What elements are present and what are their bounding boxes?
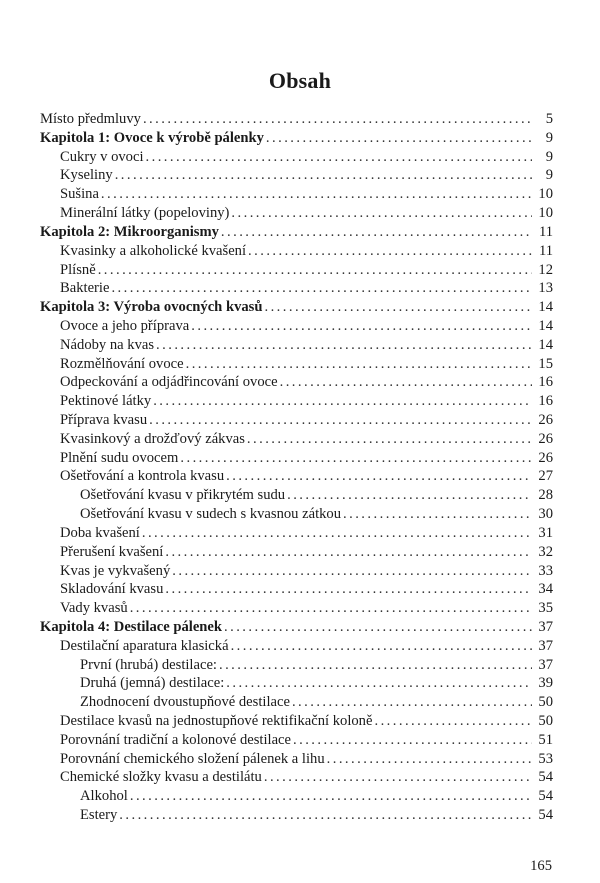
toc-entry-page: 27 bbox=[538, 468, 553, 485]
dot-leader bbox=[149, 411, 532, 430]
toc-entry-page: 53 bbox=[538, 750, 553, 767]
toc-entry-page: 10 bbox=[538, 186, 553, 203]
toc-entry-page: 5 bbox=[545, 111, 553, 127]
toc-entry-title: První (hrubá) destilace: bbox=[80, 656, 217, 673]
toc-entry-page: 12 bbox=[538, 261, 553, 278]
toc-entry-page: 30 bbox=[538, 506, 553, 523]
toc-entry bbox=[40, 750, 553, 769]
toc-entry-page: 9 bbox=[545, 129, 553, 146]
dot-leader bbox=[165, 543, 532, 562]
toc-entry-page: 54 bbox=[538, 788, 553, 805]
toc-entry bbox=[40, 355, 553, 374]
toc-entry-page: 16 bbox=[538, 393, 553, 410]
toc-entry-title: Zhodnocení dvoustupňové destilace bbox=[80, 694, 290, 711]
dot-leader bbox=[226, 674, 532, 693]
toc-entry bbox=[40, 543, 553, 562]
toc-entry bbox=[40, 261, 553, 280]
toc-chapter-entry bbox=[40, 298, 553, 317]
toc-entry bbox=[40, 505, 553, 524]
toc-entry bbox=[40, 185, 553, 204]
toc-entry-title: Pektinové látky bbox=[60, 393, 152, 410]
toc-entry bbox=[40, 430, 553, 449]
dot-leader bbox=[98, 261, 532, 280]
toc-entry-title: Alkohol bbox=[80, 788, 128, 805]
toc-entry-title: Chemické složky kvasu a destilátu bbox=[60, 769, 262, 786]
toc-entry bbox=[40, 674, 553, 693]
toc-entry-page: 14 bbox=[538, 299, 553, 316]
toc-entry-page: 26 bbox=[538, 430, 553, 447]
dot-leader bbox=[264, 768, 532, 787]
dot-leader bbox=[115, 166, 532, 185]
toc-entry-page: 50 bbox=[538, 713, 553, 729]
toc-entry-title: Kvasinkový a drožďový zákvas bbox=[60, 430, 245, 447]
dot-leader bbox=[156, 336, 532, 355]
toc-entry-title: Vady kvasů bbox=[60, 600, 128, 617]
toc-chapter-entry bbox=[40, 223, 553, 242]
toc-entry bbox=[40, 806, 553, 825]
toc-entry-page: 39 bbox=[538, 675, 553, 692]
dot-leader bbox=[327, 750, 532, 769]
page-title: Obsah bbox=[268, 68, 332, 93]
toc-entry-title: Minerální látky (popeloviny) bbox=[60, 205, 230, 222]
toc-entry-title: Kvas je vykvašený bbox=[60, 562, 171, 579]
toc-entry bbox=[40, 166, 553, 185]
toc-entry-title: Estery bbox=[80, 807, 118, 824]
toc-entry-page: 54 bbox=[538, 807, 553, 824]
toc-entry-page: 13 bbox=[538, 280, 553, 297]
toc-entry-title: Kapitola 1: Ovoce k výrobě pálenky bbox=[40, 129, 264, 146]
toc-entry bbox=[40, 411, 553, 430]
dot-leader bbox=[343, 505, 532, 524]
toc-entry bbox=[40, 580, 553, 599]
dot-leader bbox=[165, 580, 532, 599]
toc-entry-title: Kapitola 3: Výroba ovocných kvasů bbox=[40, 299, 263, 316]
toc-entry-title: Destilace kvasů na jednostupňové rektifikační koloně bbox=[60, 713, 373, 729]
dot-leader bbox=[101, 185, 532, 204]
toc-entry-title: Skladování kvasu bbox=[60, 581, 164, 598]
toc-entry bbox=[40, 110, 553, 129]
dot-leader bbox=[231, 637, 532, 656]
toc-entry-page: 28 bbox=[538, 487, 553, 504]
toc-entry bbox=[40, 524, 553, 543]
toc-entry-title: Sušina bbox=[60, 186, 99, 203]
dot-leader bbox=[374, 712, 532, 731]
toc-entry-title: Přerušení kvašení bbox=[60, 543, 164, 560]
dot-leader bbox=[264, 298, 532, 317]
toc-entry bbox=[40, 467, 553, 486]
dot-leader bbox=[293, 731, 532, 750]
toc-entry bbox=[40, 336, 553, 355]
dot-leader bbox=[287, 486, 532, 505]
table-of-contents bbox=[40, 110, 553, 825]
toc-entry-page: 14 bbox=[538, 336, 553, 353]
toc-entry-page: 33 bbox=[538, 562, 553, 579]
toc-entry-title: Druhá (jemná) destilace: bbox=[80, 675, 225, 692]
dot-leader bbox=[130, 599, 532, 618]
toc-entry bbox=[40, 373, 553, 392]
dot-leader bbox=[180, 449, 532, 468]
dot-leader bbox=[247, 430, 532, 449]
dot-leader bbox=[280, 373, 532, 392]
toc-entry-page: 11 bbox=[538, 242, 553, 259]
dot-leader bbox=[292, 693, 532, 712]
toc-entry-page: 50 bbox=[538, 694, 553, 711]
toc-entry-page: 9 bbox=[545, 148, 553, 165]
toc-entry-page: 9 bbox=[545, 167, 553, 184]
toc-entry-title: Bakterie bbox=[60, 280, 110, 297]
toc-entry-title: Destilační aparatura klasická bbox=[60, 637, 229, 654]
toc-entry-title: Porovnání tradiční a kolonové destilace bbox=[60, 731, 291, 748]
toc-entry bbox=[40, 449, 553, 468]
toc-entry-title: Příprava kvasu bbox=[60, 412, 148, 428]
toc-entry-title: Doba kvašení bbox=[60, 524, 140, 541]
dot-leader bbox=[146, 148, 532, 167]
dot-leader bbox=[142, 524, 532, 543]
toc-entry-title: Ošetřování kvasu v přikrytém sudu bbox=[80, 487, 286, 504]
toc-entry-page: 35 bbox=[538, 600, 553, 617]
dot-leader bbox=[248, 242, 532, 261]
dot-leader bbox=[111, 279, 532, 298]
toc-entry-title: Kapitola 2: Mikroorganismy bbox=[40, 223, 219, 240]
toc-entry-page: 37 bbox=[538, 618, 553, 635]
toc-chapter-entry bbox=[40, 129, 553, 148]
toc-entry-title: Místo předmluvy bbox=[40, 111, 141, 127]
toc-entry bbox=[40, 204, 553, 223]
page-number: 165 bbox=[530, 858, 552, 874]
toc-entry bbox=[40, 148, 553, 167]
toc-entry bbox=[40, 693, 553, 712]
toc-entry-title: Nádoby na kvas bbox=[60, 336, 155, 353]
toc-entry bbox=[40, 637, 553, 656]
dot-leader bbox=[172, 562, 532, 581]
toc-entry-page: 16 bbox=[538, 374, 553, 391]
dot-leader bbox=[130, 787, 532, 806]
toc-entry bbox=[40, 392, 553, 411]
toc-entry bbox=[40, 486, 553, 505]
toc-entry-title: Plísně bbox=[60, 261, 96, 278]
toc-entry-page: 32 bbox=[538, 543, 553, 560]
toc-entry-title: Kapitola 4: Destilace pálenek bbox=[40, 618, 223, 635]
dot-leader bbox=[231, 204, 532, 223]
toc-entry-title: Ošetřování a kontrola kvasu bbox=[60, 468, 225, 485]
toc-entry-title: Rozmělňování ovoce bbox=[60, 355, 184, 372]
toc-entry bbox=[40, 787, 553, 806]
toc-entry-page: 14 bbox=[538, 317, 553, 334]
toc-entry-page: 26 bbox=[538, 412, 553, 428]
toc-entry-page: 15 bbox=[538, 355, 553, 372]
toc-entry-page: 37 bbox=[538, 637, 553, 654]
toc-entry bbox=[40, 242, 553, 261]
toc-entry bbox=[40, 656, 553, 675]
dot-leader bbox=[186, 355, 532, 374]
toc-entry-page: 31 bbox=[538, 524, 553, 541]
toc-entry-page: 10 bbox=[538, 205, 553, 222]
toc-entry-title: Ošetřování kvasu v sudech s kvasnou zátkou bbox=[80, 506, 342, 523]
toc-entry bbox=[40, 768, 553, 787]
toc-entry-title: Ovoce a jeho příprava bbox=[60, 317, 190, 334]
toc-entry-title: Plnění sudu ovocem bbox=[60, 449, 179, 466]
dot-leader bbox=[191, 317, 532, 336]
dot-leader bbox=[221, 223, 532, 242]
dot-leader bbox=[219, 656, 532, 675]
toc-entry-title: Kyseliny bbox=[60, 167, 113, 184]
toc-entry-title: Odpeckování a odjádřincování ovoce bbox=[60, 374, 278, 391]
toc-entry-page: 26 bbox=[538, 449, 553, 466]
toc-entry-page: 54 bbox=[538, 769, 553, 786]
dot-leader bbox=[224, 618, 532, 637]
toc-entry-title: Cukry v ovoci bbox=[60, 148, 144, 165]
toc-entry bbox=[40, 712, 553, 731]
dot-leader bbox=[143, 110, 532, 129]
toc-entry bbox=[40, 317, 553, 336]
dot-leader bbox=[119, 806, 532, 825]
dot-leader bbox=[153, 392, 532, 411]
toc-chapter-entry bbox=[40, 618, 553, 637]
toc-entry-page: 51 bbox=[538, 731, 553, 748]
toc-entry-title: Porovnání chemického složení pálenek a lihu bbox=[60, 750, 325, 767]
toc-entry-title: Kvasinky a alkoholické kvašení bbox=[60, 242, 247, 259]
toc-entry-page: 37 bbox=[538, 656, 553, 673]
toc-entry bbox=[40, 599, 553, 618]
toc-entry bbox=[40, 562, 553, 581]
toc-entry-page: 11 bbox=[538, 223, 553, 240]
dot-leader bbox=[226, 467, 532, 486]
toc-entry bbox=[40, 279, 553, 298]
dot-leader bbox=[266, 129, 532, 148]
toc-entry bbox=[40, 731, 553, 750]
toc-entry-page: 34 bbox=[538, 581, 553, 598]
